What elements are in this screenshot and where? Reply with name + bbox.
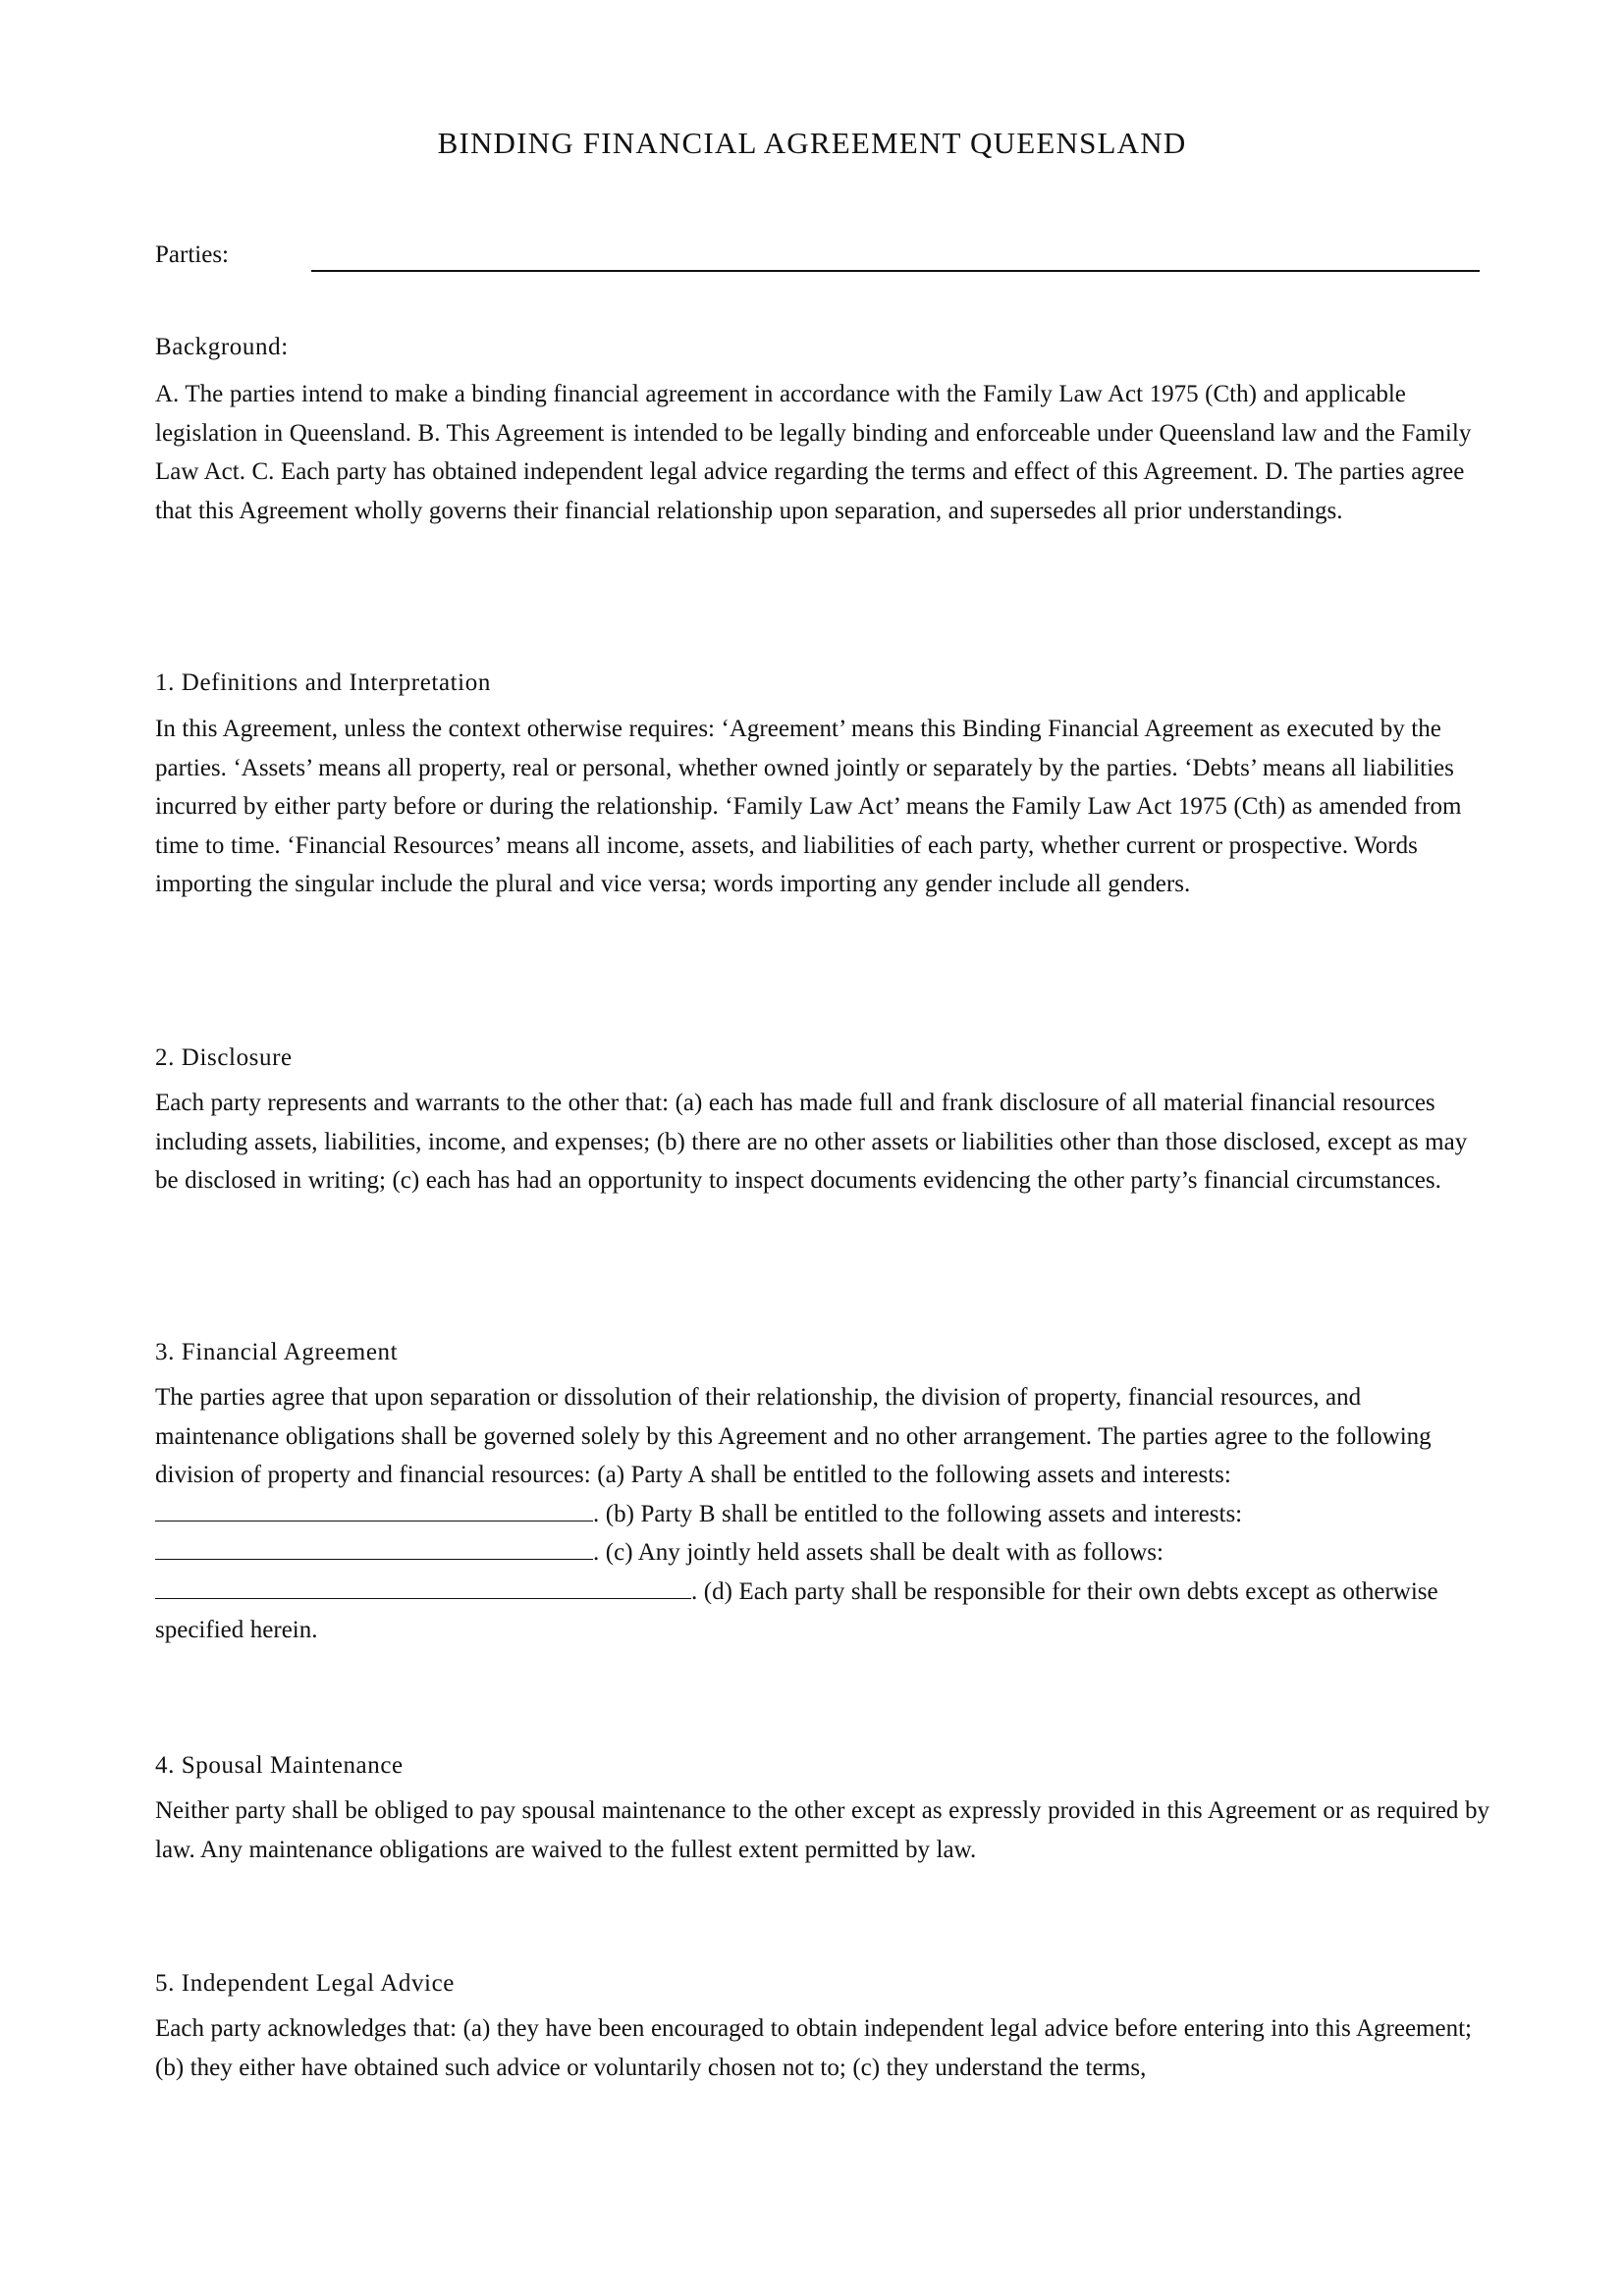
- financial-agreement-text-part3: . (c) Any jointly held assets shall be dealt with as follows:: [593, 1539, 1164, 1566]
- party-b-assets-blank: [155, 1535, 593, 1560]
- section-heading-disclosure: 2. Disclosure: [155, 1044, 293, 1071]
- background-text: A. The parties intend to make a binding financial agreement in accordance with the Family Law Act 1975 (Cth) and applicable legislation in Queensland. B. This Agreement is intended to be legally binding and enforceable under Queensland law and the Family Law Act. C. Each party has obtained independent legal advice regarding the terms and effect of this Agreement. D. The parties agree that this Agreement wholly governs their financial relationship upon separation, and supersedes all prior understandings.: [155, 381, 1472, 524]
- financial-agreement-text-part2: . (b) Party B shall be entitled to the following assets and interests:: [593, 1500, 1243, 1527]
- parties-label: Parties:: [155, 241, 229, 268]
- parties-signature-line: [311, 270, 1480, 272]
- joint-assets-blank: [155, 1575, 691, 1599]
- document-title: BINDING FINANCIAL AGREEMENT QUEENSLAND: [437, 126, 1187, 160]
- section-text-definitions: In this Agreement, unless the context otherwise requires: ‘Agreement’ means this Binding Financial Agreement as executed by the parties. ‘Assets’ means all property, real or personal, whether owned jointly or separately by the parties. ‘Debts’ means all liabilities incurred by either party before or during the relationship. ‘Family Law Act’ means the Family Law Act 1975 (Cth) as amended from time to time. ‘Financial Resources’ means all income, assets, and liabilities of each party, whether current or prospective. Words importing the singular include the plural and vice versa; words importing any gender include all genders.: [155, 716, 1462, 897]
- background-heading: Background:: [155, 334, 289, 360]
- financial-agreement-text-part4: . (d) Each party shall be responsible for their own debts except as otherwise specified herein.: [155, 1577, 1438, 1643]
- section-heading-spousal-maintenance: 4. Spousal Maintenance: [155, 1752, 404, 1779]
- section-text-disclosure: Each party represents and warrants to the other that: (a) each has made full and frank disclosure of all material financial resources including assets, liabilities, income, and expenses; (b) there are no other assets or liabilities other than those disclosed, except as may be disclosed in writing; (c) each has had an opportunity to inspect documents evidencing the other party’s financial circumstances.: [155, 1090, 1468, 1194]
- section-heading-independent-legal-advice: 5. Independent Legal Advice: [155, 1970, 455, 1997]
- section-text-financial-agreement: [155, 1378, 1490, 1650]
- section-text-spousal-maintenance: Neither party shall be obliged to pay spousal maintenance to the other except as expressly provided in this Agreement or as required by law. Any maintenance obligations are waived to the fullest extent permitted by law.: [155, 1797, 1489, 1863]
- financial-agreement-text-part1: The parties agree that upon separation or dissolution of their relationship, the division of property, financial resources, and maintenance obligations shall be governed solely by this Agreement and no other arrangement. The parties agree to the following division of property and financial resources: (a) Party A shall be entitled to the following assets and interests:: [155, 1384, 1432, 1488]
- section-heading-financial-agreement: 3. Financial Agreement: [155, 1339, 399, 1365]
- section-heading-definitions: 1. Definitions and Interpretation: [155, 669, 491, 696]
- section-text-independent-legal-advice: Each party acknowledges that: (a) they have been encouraged to obtain independent legal advice before entering into this Agreement; (b) they either have obtained such advice or voluntarily chosen not to; (c) they understand the terms,: [155, 2015, 1472, 2081]
- party-a-assets-blank: [155, 1497, 593, 1522]
